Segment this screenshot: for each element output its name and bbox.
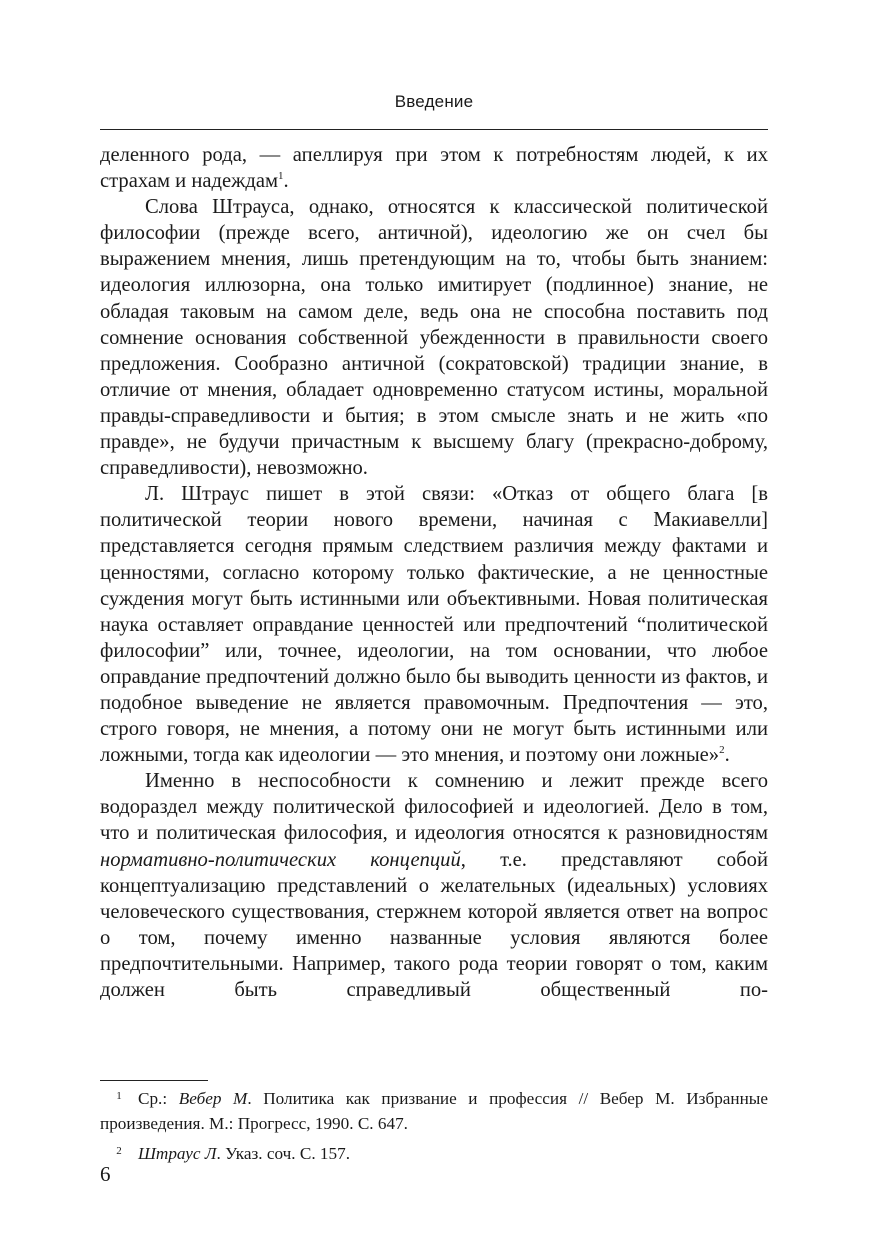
footnote-ref-2[interactable]: 2 bbox=[719, 744, 725, 757]
paragraph-4-before: Именно в неспособности к сомнению и лежит прежде всего водораздел между политической философией и идеологией. Дело в том, что и политическая философия, и идеология относятся к разновидностям bbox=[100, 770, 768, 845]
running-header: Введение bbox=[394, 92, 474, 111]
footnote-1-number: 1 bbox=[116, 1090, 122, 1102]
footnote-2 bbox=[100, 1139, 768, 1166]
header-rule bbox=[100, 129, 768, 130]
footnote-1-author: Вебер М bbox=[178, 1089, 248, 1108]
paragraph-3-end: . bbox=[724, 744, 730, 767]
footnote-2-author: Штраус Л bbox=[138, 1144, 217, 1163]
footnote-2-number: 2 bbox=[116, 1145, 122, 1157]
paragraph-4 bbox=[100, 768, 768, 1003]
footnote-1 bbox=[100, 1084, 768, 1136]
paragraph-4-emphasis: нормативно-политических концепций bbox=[100, 848, 461, 871]
footnote-2-after: . Указ. соч. С. 157. bbox=[216, 1144, 351, 1163]
page-number: 6 bbox=[100, 1162, 111, 1186]
paragraph-1 bbox=[100, 142, 768, 194]
paragraph-3 bbox=[100, 481, 768, 768]
footnote-1-before: Ср.: bbox=[138, 1089, 179, 1108]
paragraph-3-text: Л. Штраус пишет в этой связи: «Отказ от общего блага [в политической теории нового времени, начиная с Макиавелли] представляется сегодня прямым следствием различия между фактами и ценностями, согласно которому только фактические, а не ценностные суждения могут быть истинными или объективными. Новая политическая наука оставляет оправдание ценностей или предпочтений “политической философии” или, точнее, идеологии, на том основании, что любое оправдание предпочтений должно было бы выводить ценности из фактов, и подобное выведение не является правомочным. Предпочтения — это, строго говоря, не мнения, а потому они не могут быть истинными или ложными, тогда как идеологии — это мнения, и поэтому они ложные» bbox=[100, 483, 768, 767]
main-text bbox=[100, 142, 768, 1003]
paragraph-2: Слова Штрауса, однако, относятся к классической политической философии (прежде всего, античной), идеологию же он счел бы выражением мнения, лишь претендующим на то, чтобы быть знанием: идеология иллюзорна, она только имитирует (подлинное) знание, не обладая таковым на самом деле, ведь она не способна поставить под сомнение основания собственной убежденности в правильности своего предложения. Сообразно античной (сократовской) традиции знание, в отличие от мнения, обладает одновременно статусом истины, моральной правды-справедливости и бытия; в этом смысле знать и не жить «по правде», не будучи причастным к высшему благу (прекрасно-доброму, справедливости), невозможно. bbox=[100, 196, 768, 480]
paragraph-1-text: деленного рода, — апеллируя при этом к потребностям людей, к их страхам и надеждам bbox=[100, 144, 768, 193]
footnotes bbox=[100, 1084, 768, 1169]
footnote-rule bbox=[100, 1080, 208, 1081]
footnote-ref-1[interactable]: 1 bbox=[278, 170, 284, 183]
footnote-1-after: . Политика как призвание и профессия // Вебер М. Избранные произведения. М.: Прогресс, 1990. С. 647. bbox=[100, 1089, 768, 1133]
paragraph-4-after: , т.е. представляют собой концептуализацию представлений о желательных (идеальных) условиях человеческого существования, стержнем которой является ответ на вопрос о том, почему именно названные условия являются более предпочтительными. Например, такого рода теории говорят о том, каким должен быть справедливый общественный по- bbox=[100, 848, 768, 1001]
paragraph-1-end: . bbox=[283, 170, 289, 193]
